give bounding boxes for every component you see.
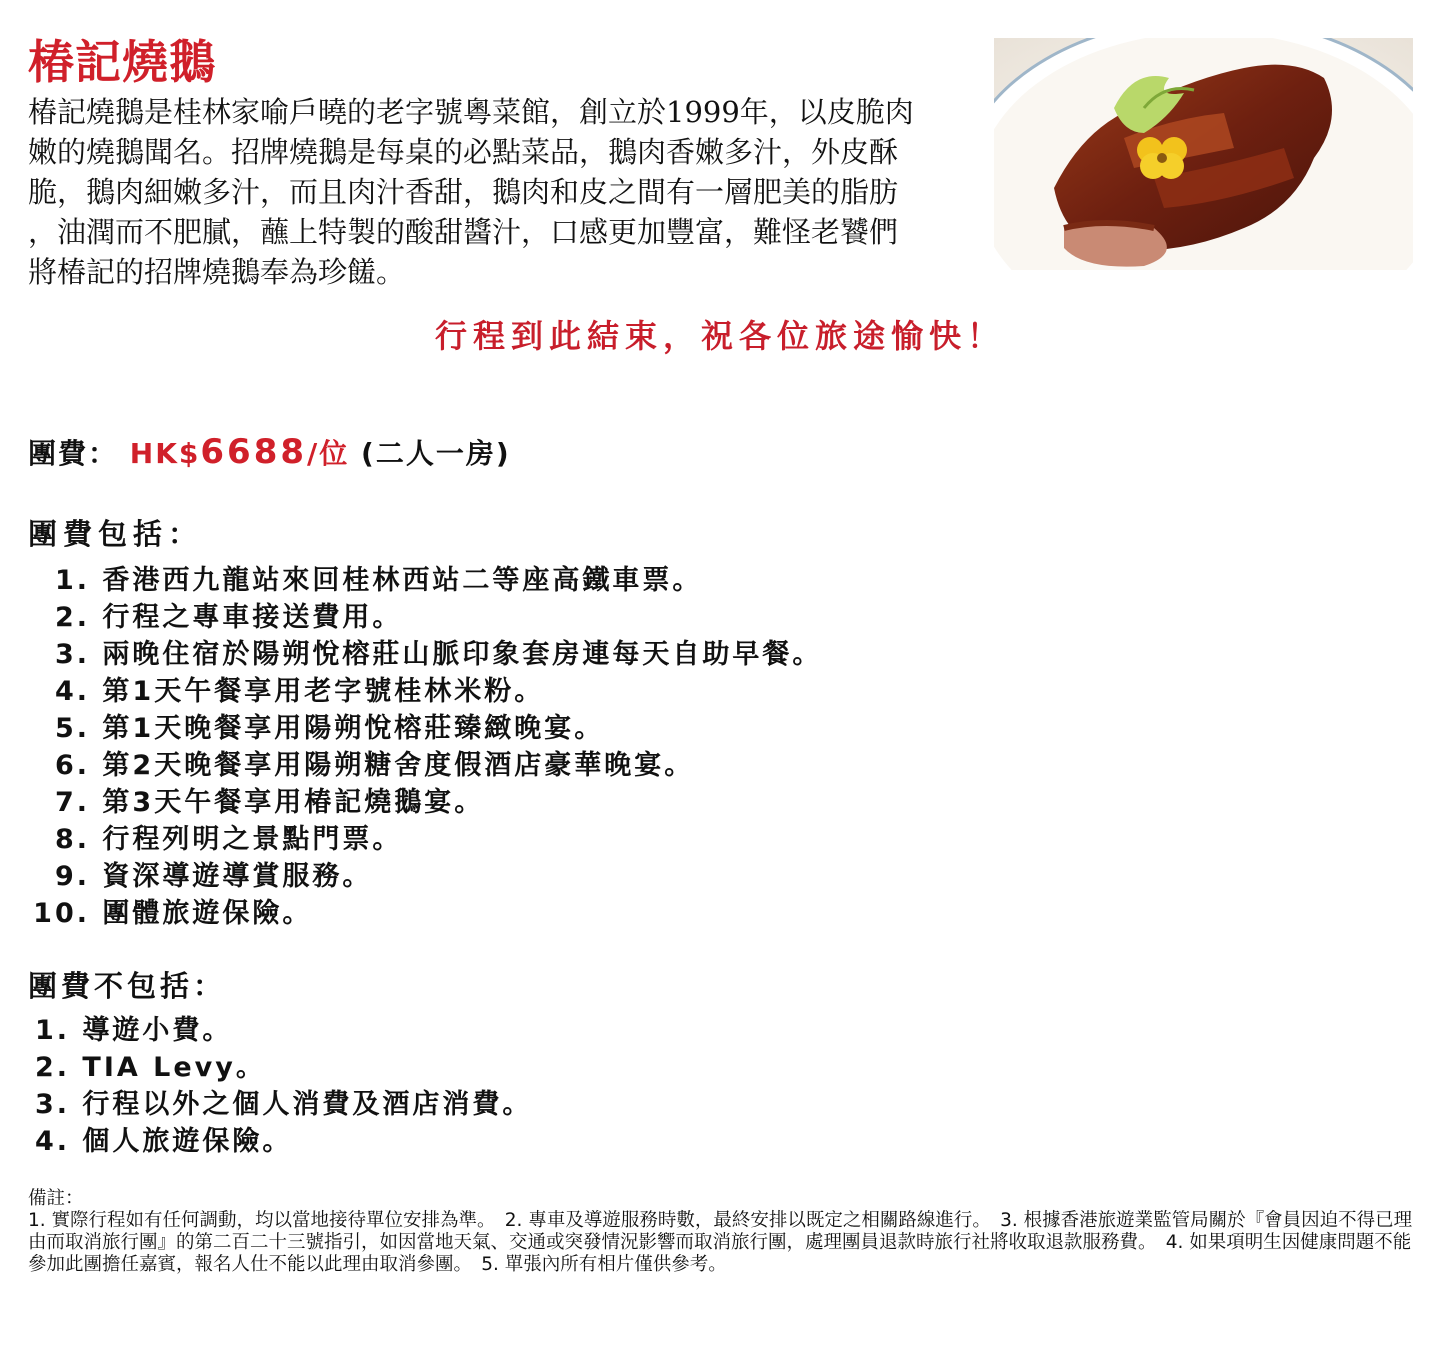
item-number: 3. — [34, 1089, 70, 1120]
restaurant-description — [28, 92, 988, 292]
item-text: 導遊小費。 — [82, 1015, 233, 1046]
price-label: 團費： — [28, 437, 119, 470]
excludes-list — [28, 1012, 532, 1160]
list-item — [28, 636, 822, 673]
list-item — [28, 673, 822, 710]
list-item — [28, 747, 822, 784]
list-item — [28, 858, 822, 895]
excludes-title: 團費不包括： — [28, 969, 227, 1003]
item-number: 5. — [54, 713, 90, 744]
list-item — [28, 1012, 532, 1049]
description-line: 椿記燒鵝是桂林家喻戶曉的老字號粵菜館，創立於1999年，以皮脆肉 — [28, 95, 914, 129]
list-item — [28, 1086, 532, 1123]
closing-message: 行程到此結束，祝各位旅途愉快！ — [434, 317, 1005, 355]
remarks-title: 備註： — [28, 1188, 84, 1209]
description-line: ，油潤而不肥膩，蘸上特製的酸甜醬汁，口感更加豐富，難怪老饕們 — [28, 215, 899, 249]
item-number: 1. — [34, 1015, 70, 1046]
item-text: 第2天晚餐享用陽朔糖舍度假酒店豪華晚宴。 — [102, 750, 695, 781]
item-text: 第3天午餐享用椿記燒鵝宴。 — [102, 787, 485, 818]
item-number: 2. — [34, 1052, 70, 1083]
item-text: 香港西九龍站來回桂林西站二等座高鐵車票。 — [102, 565, 703, 596]
item-text: 第1天午餐享用老字號桂林米粉。 — [102, 676, 545, 707]
list-item — [28, 895, 822, 932]
includes-list — [28, 562, 822, 932]
description-line: 將椿記的招牌燒鵝奉為珍饈。 — [28, 255, 406, 289]
item-number: 4. — [54, 676, 90, 707]
roast-goose-photo — [994, 38, 1413, 270]
price-note: (二人一房) — [361, 437, 511, 470]
item-text: TIA Levy。 — [82, 1052, 266, 1083]
roast-goose-icon — [994, 38, 1413, 270]
tour-price — [28, 428, 511, 478]
item-number: 10. — [33, 898, 90, 929]
item-number: 6. — [54, 750, 90, 781]
remarks — [28, 1188, 1423, 1276]
item-number: 8. — [54, 824, 90, 855]
item-text: 兩晚住宿於陽朔悅榕莊山脈印象套房連每天自助早餐。 — [102, 639, 823, 670]
price-currency: HK$ — [129, 437, 201, 470]
list-item — [28, 710, 822, 747]
item-text: 個人旅遊保險。 — [82, 1126, 293, 1157]
restaurant-title: 椿記燒鵝 — [28, 35, 216, 89]
item-number: 1. — [54, 565, 90, 596]
remarks-body: 1. 實際行程如有任何調動，均以當地接待單位安排為準。 2. 專車及導遊服務時數，最終安排以既定之相關路線進行。 3. 根據香港旅遊業監管局關於『會員因迫不得已理由而取消旅行團』的第二百二十三號指引，如因當地天氣、交通或突發情況影響而取消旅行團，處理團員退款時旅行社將收取退款服務費。 4. 如果項明生因健康問題不能參加此團擔任嘉賓，報名人仕不能以此理由取消參團。 5. 單張內所有相片僅供參考。 — [28, 1210, 1413, 1275]
item-text: 行程以外之個人消費及酒店消費。 — [82, 1089, 533, 1120]
description-line: 嫩的燒鵝聞名。招牌燒鵝是每桌的必點菜品，鵝肉香嫩多汁，外皮酥 — [28, 135, 899, 169]
item-text: 第1天晚餐享用陽朔悅榕莊臻緻晚宴。 — [102, 713, 605, 744]
item-number: 3. — [54, 639, 90, 670]
list-item — [28, 599, 822, 636]
includes-title: 團費包括： — [28, 517, 204, 551]
list-item — [28, 562, 822, 599]
item-number: 9. — [54, 861, 90, 892]
item-text: 團體旅遊保險。 — [102, 898, 313, 929]
list-item — [28, 821, 822, 858]
item-text: 行程列明之景點門票。 — [102, 824, 403, 855]
item-number: 4. — [34, 1126, 70, 1157]
item-number: 7. — [54, 787, 90, 818]
list-item — [28, 784, 822, 821]
list-item — [28, 1123, 532, 1160]
price-amount: 6688 — [200, 432, 308, 472]
description-line: 脆，鵝肉細嫩多汁，而且肉汁香甜，鵝肉和皮之間有一層肥美的脂肪 — [28, 175, 899, 209]
price-unit: /位 — [307, 437, 350, 470]
list-item — [28, 1049, 532, 1086]
item-text: 資深導遊導賞服務。 — [102, 861, 373, 892]
item-number: 2. — [54, 602, 90, 633]
item-text: 行程之專車接送費用。 — [102, 602, 403, 633]
